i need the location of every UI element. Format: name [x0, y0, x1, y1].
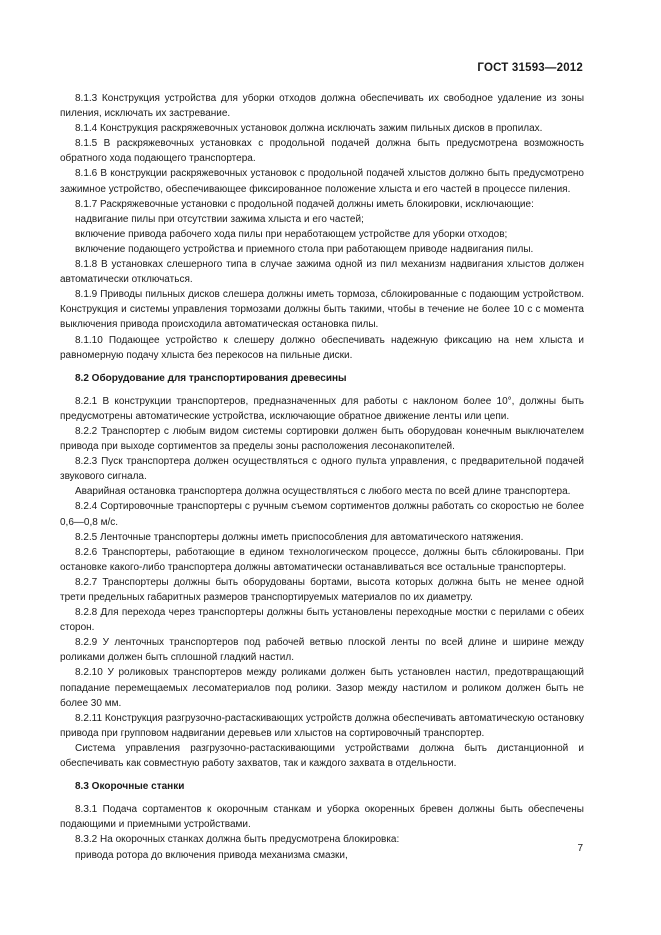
paragraph-emergency-stop: Аварийная остановка транспортера должна осуществляться с любого места по всей длине транспортера. [75, 486, 571, 498]
paragraph-8-2-4: 8.2.4 Сортировочные транспортеры с ручным съемом сортиментов должны работать со скоростью не более 0,6—0,8 м/с. [60, 501, 584, 528]
paragraph-8-1-6: 8.1.6 В конструкции раскряжевочных установок с продольной подачей хлыстов должно быть предусмотрено зажимное устройство, обеспечивающее фиксированное положение хлыста и его частей в процессе пиления. [60, 168, 584, 195]
paragraph-8-3-2: 8.3.2 На окорочных станках должна быть предусмотрена блокировка: [75, 834, 400, 846]
paragraph-8-2-5: 8.2.5 Ленточные транспортеры должны иметь приспособления для автоматического натяжения. [75, 531, 524, 543]
document-header: ГОСТ 31593—2012 [477, 62, 583, 74]
paragraph-8-1-9: 8.1.9 Приводы пильных дисков слешера должны иметь тормоза, сблокированные с подающим устройством. Конструкция и системы управления тормозами должны быть такими, чтобы в течение не более 10 с с момента выключения привода происходила автоматическая остановка пилы. [60, 289, 584, 331]
paragraph-8-3-1: 8.3.1 Подача сортаментов к окорочным станкам и уборка окоренных бревен должны быть обеспечены подающими и приемными устройствами. [60, 804, 584, 831]
list-item: привода ротора до включения привода механизма смазки, [75, 849, 348, 861]
paragraph-8-2-8: 8.2.8 Для перехода через транспортеры должны быть установлены переходные мостки с перилами с обеих сторон. [60, 607, 584, 634]
list-item: включение привода рабочего хода пилы при неработающем устройстве для уборки отходов; [75, 228, 508, 240]
paragraph-8-1-3: 8.1.3 Конструкция устройства для уборки отходов должна обеспечивать их свободное удаление из зоны пиления, исключать их застревание. [60, 93, 584, 120]
list-item: надвигание пилы при отсутствии зажима хлыста и его частей; [75, 213, 364, 225]
list-item: включение подающего устройства и приемного стола при работающем приводе надвигания пилы. [75, 243, 534, 255]
paragraph-8-2-9: 8.2.9 У ленточных транспортеров под рабочей ветвью плоской ленты по всей длине и ширине между роликами должен быть сплошной гладкий настил. [60, 637, 584, 664]
paragraph-8-1-7: 8.1.7 Раскряжевочные установки с продольной подачей должны иметь блокировки, исключающие: [75, 198, 534, 210]
paragraph-8-2-3: 8.2.3 Пуск транспортера должен осуществляться с одного пульта управления, с предварительной подачей звукового сигнала. [60, 456, 584, 483]
paragraph-8-2-10: 8.2.10 У роликовых транспортеров между роликами должен быть установлен настил, предотвращающий попадание перемещаемых лесоматериалов под ролики. Зазор между настилом и роликом должен быть не более 30 мм. [60, 667, 584, 709]
paragraph-8-1-8: 8.1.8 В установках слешерного типа в случае зажима одной из пил механизм надвигания хлыстов должен автоматически отключаться. [60, 259, 584, 286]
document-body [60, 91, 584, 863]
page-number: 7 [577, 843, 583, 854]
section-heading-8-2: 8.2 Оборудование для транспортирования древесины [75, 372, 347, 384]
paragraph-control-system: Система управления разгрузочно-растаскивающими устройствами должна быть дистанционной и обеспечивать как совместную работу захватов, так и каждого захвата в отдельности. [60, 742, 584, 770]
paragraph-8-2-6: 8.2.6 Транспортеры, работающие в едином технологическом процессе, должны быть сблокированы. При остановке какого-либо транспортера должны автоматически останавливаться все остальные транспортеры. [60, 546, 584, 573]
paragraph-8-2-11: 8.2.11 Конструкция разгрузочно-растаскивающих устройств должна обеспечивать автоматическую остановку привода при групповом надвигании деревьев или хлыстов на сортировочный транспортер. [60, 712, 584, 739]
paragraph-8-1-10: 8.1.10 Подающее устройство к слешеру должно обеспечивать надежную фиксацию на нем хлыста и равномерную подачу хлыста без перекосов на пильные диски. [60, 334, 584, 361]
paragraph-8-1-4: 8.1.4 Конструкция раскряжевочных установок должна исключать зажим пильных дисков в пропилах. [75, 123, 543, 135]
section-heading-8-3: 8.3 Окорочные станки [75, 781, 185, 793]
paragraph-8-2-2: 8.2.2 Транспортер с любым видом системы сортировки должен быть оборудован конечным выключателем привода при выходе сортиментов за пределы зоны расположения лесонакопителей. [60, 425, 584, 453]
paragraph-8-2-1: 8.2.1 В конструкции транспортеров, предназначенных для работы с наклоном более 10°, должны быть предусмотрены автоматические устройства, исключающие обратное движение ленты или цепи. [60, 395, 584, 422]
paragraph-8-1-5: 8.1.5 В раскряжевочных установках с продольной подачей должна быть предусмотрена возможность обратного хода подающего транспортера. [60, 138, 584, 165]
paragraph-8-2-7: 8.2.7 Транспортеры должны быть оборудованы бортами, высота которых должна быть не менее одной трети предельных габаритных размеров транспортируемых материалов по их диаметру. [60, 576, 584, 603]
